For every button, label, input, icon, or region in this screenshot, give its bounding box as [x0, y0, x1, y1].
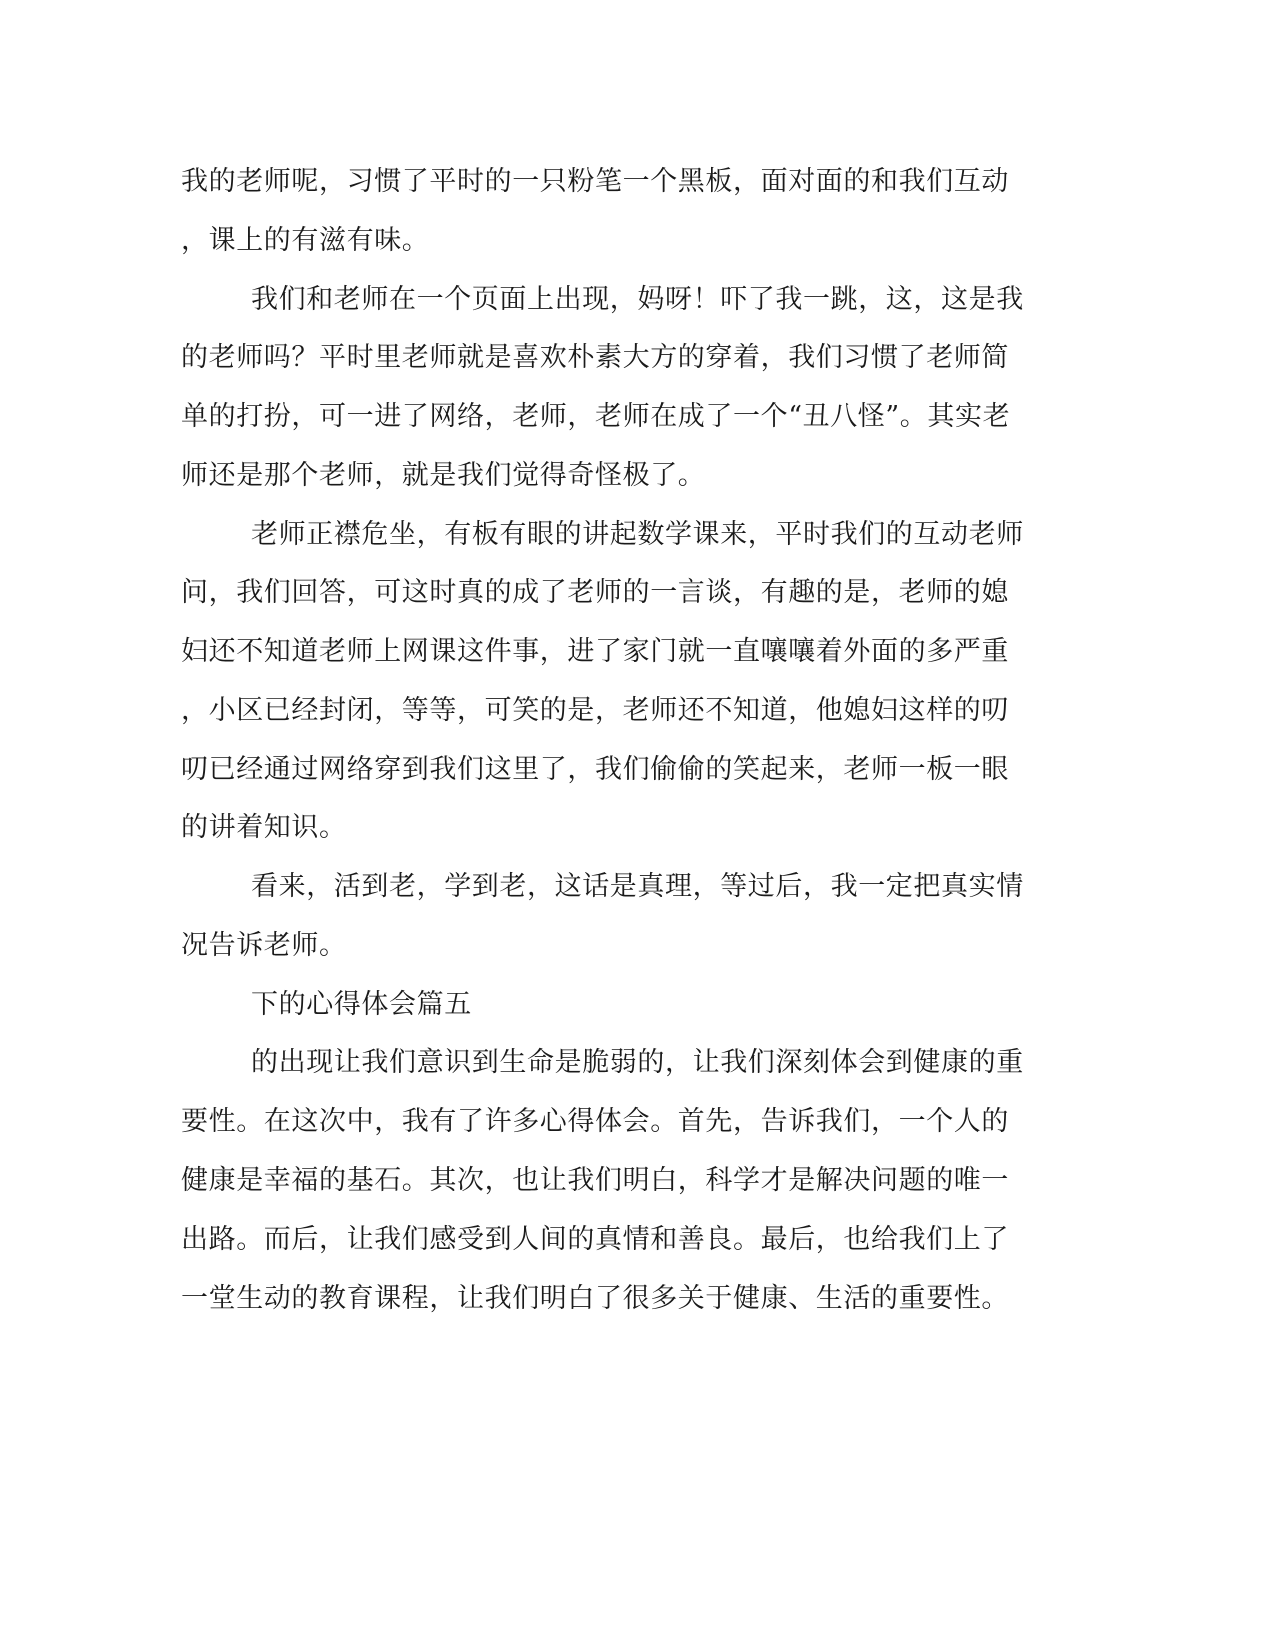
text-line: 我的老师呢，习惯了平时的一只粉笔一个黑板，面对面的和我们互动 [181, 166, 1009, 197]
text-line: 的讲着知识。 [181, 812, 347, 843]
text-line: 健康是幸福的基石。其次，也让我们明白，科学才是解决问题的唯一 [181, 1165, 1009, 1196]
text-line: ，课上的有滋有味。 [181, 225, 430, 256]
text-line: 看来，活到老，学到老，这话是真理，等过后，我一定把真实情 [251, 871, 1024, 902]
text-line: 叨已经通过网络穿到我们这里了，我们偷偷的笑起来，老师一板一眼 [181, 754, 1009, 785]
text-line: 况告诉老师。 [181, 930, 347, 961]
text-line: 一堂生动的教育课程，让我们明白了很多关于健康、生活的重要性。 [181, 1283, 1009, 1314]
text-line: 单的打扮，可一进了网络，老师，老师在成了一个“丑八怪”。其实老 [181, 401, 1011, 432]
text-line: 妇还不知道老师上网课这件事，进了家门就一直嚷嚷着外面的多严重 [181, 636, 1009, 667]
text-line: 老师正襟危坐，有板有眼的讲起数学课来，平时我们的互动老师 [251, 519, 1024, 550]
text-line: 的老师吗？平时里老师就是喜欢朴素大方的穿着，我们习惯了老师简 [181, 342, 1009, 373]
text-line: 我们和老师在一个页面上出现，妈呀！吓了我一跳，这，这是我 [251, 284, 1024, 315]
text-line: ，小区已经封闭，等等，可笑的是，老师还不知道，他媳妇这样的叨 [181, 695, 1009, 726]
text-line: 问，我们回答，可这时真的成了老师的一言谈，有趣的是，老师的媳 [181, 577, 1009, 608]
section-heading: 下的心得体会篇五 [251, 989, 472, 1020]
text-line: 的出现让我们意识到生命是脆弱的，让我们深刻体会到健康的重 [251, 1047, 1024, 1078]
text-line: 要性。在这次中，我有了许多心得体会。首先，告诉我们，一个人的 [181, 1106, 1009, 1137]
text-line: 出路。而后，让我们感受到人间的真情和善良。最后，也给我们上了 [181, 1224, 1009, 1255]
text-line: 师还是那个老师，就是我们觉得奇怪极了。 [181, 460, 706, 491]
